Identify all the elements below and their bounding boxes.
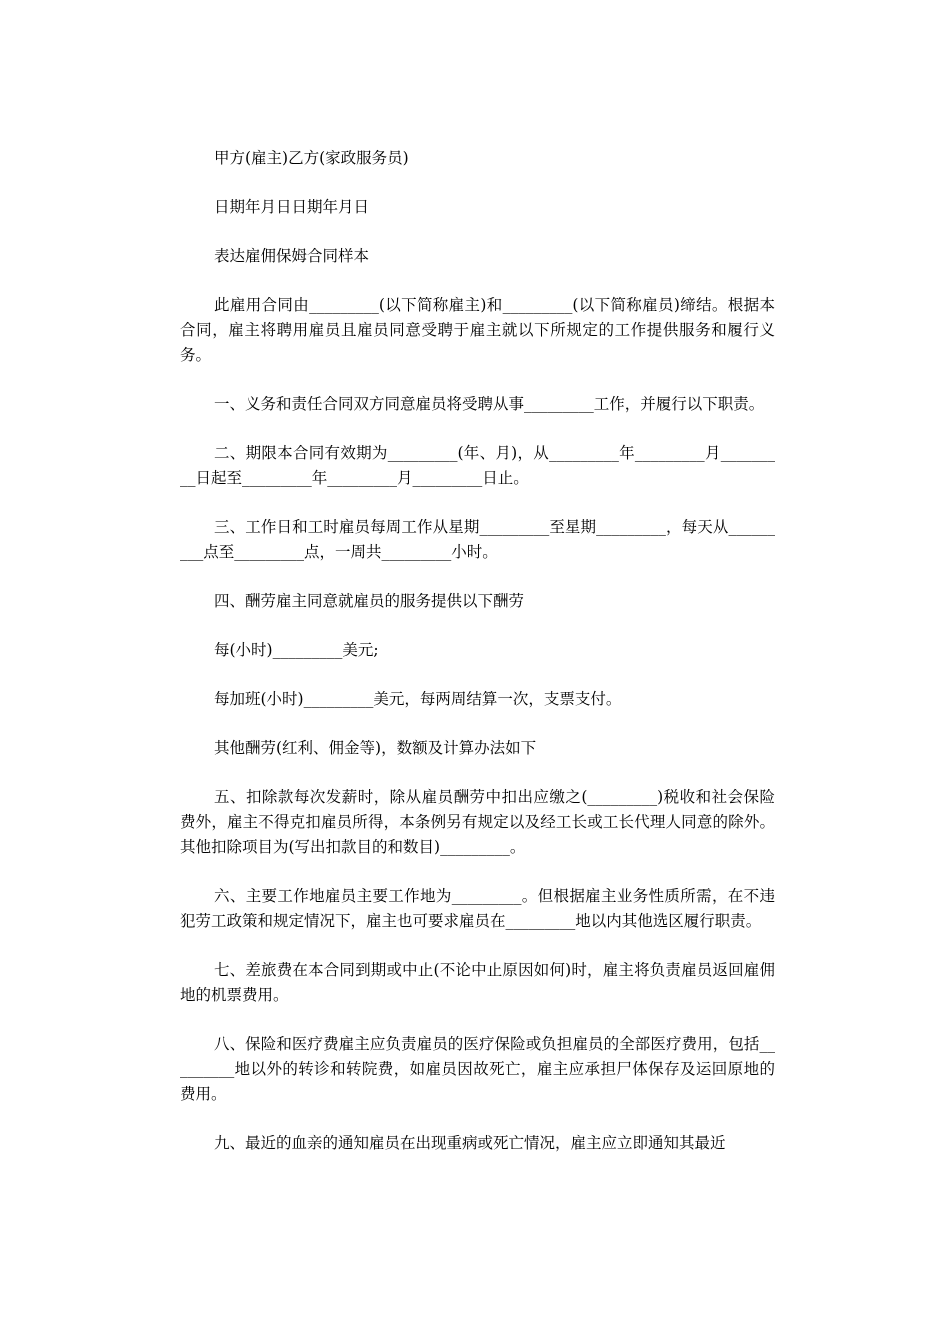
party-line: 甲方(雇主)乙方(家政服务员) — [214, 149, 409, 167]
date-line: 日期年月日日期年月日 — [214, 198, 370, 216]
clause-4-compensation: 四、酬劳雇主同意就雇员的服务提供以下酬劳 — [214, 592, 525, 610]
other-compensation-line: 其他酬劳(红利、佣金等)，数额及计算办法如下 — [214, 739, 537, 757]
clause-3-hours: 三、工作日和工时雇员每周工作从星期_________至星期_________，每天从_________点至_________点，一周共_________小时。 — [180, 518, 775, 561]
intro-paragraph: 此雇用合同由_________(以下简称雇主)和_________(以下简称雇员)缔结。根据本合同，雇主将聘用雇员且雇员同意受聘于雇主就以下所规定的工作提供服务和履行义务。 — [180, 296, 775, 364]
clause-8-insurance: 八、保险和医疗费雇主应负责雇员的医疗保险或负担雇员的全部医疗费用，包括_________地以外的转诊和转院费，如雇员因故死亡，雇主应承担尸体保存及运回原地的费用。 — [180, 1035, 775, 1103]
clause-6-workplace: 六、主要工作地雇员主要工作地为_________。但根据雇主业务性质所需，在不违犯劳工政策和规定情况下，雇主也可要求雇员在_________地以内其他选区履行职责。 — [180, 887, 775, 930]
clause-7-travel: 七、差旅费在本合同到期或中止(不论中止原因如何)时，雇主将负责雇员返回雇佣地的机票费用。 — [180, 961, 775, 1004]
clause-9-notification: 九、最近的血亲的通知雇员在出现重病或死亡情况，雇主应立即通知其最近 — [214, 1134, 726, 1152]
clause-2-term: 二、期限本合同有效期为_________(年、月)，从_________年_________月_________日起至_________年_________月_________日止。 — [180, 444, 775, 487]
clause-5-deductions: 五、扣除款每次发薪时，除从雇员酬劳中扣出应缴之(_________)税收和社会保险费外，雇主不得克扣雇员所得，本条例另有规定以及经工长或工长代理人同意的除外。其他扣除项目为(写出扣款目的和数目)_________。 — [180, 788, 775, 856]
clause-1-duties: 一、义务和责任合同双方同意雇员将受聘从事_________工作，并履行以下职责。 — [214, 395, 765, 413]
document-body — [180, 146, 775, 1180]
overtime-rate-line: 每加班(小时)_________美元，每两周结算一次，支票支付。 — [214, 690, 622, 708]
hourly-rate-line: 每(小时)_________美元; — [214, 641, 379, 659]
document-title: 表达雇佣保姆合同样本 — [214, 247, 370, 265]
